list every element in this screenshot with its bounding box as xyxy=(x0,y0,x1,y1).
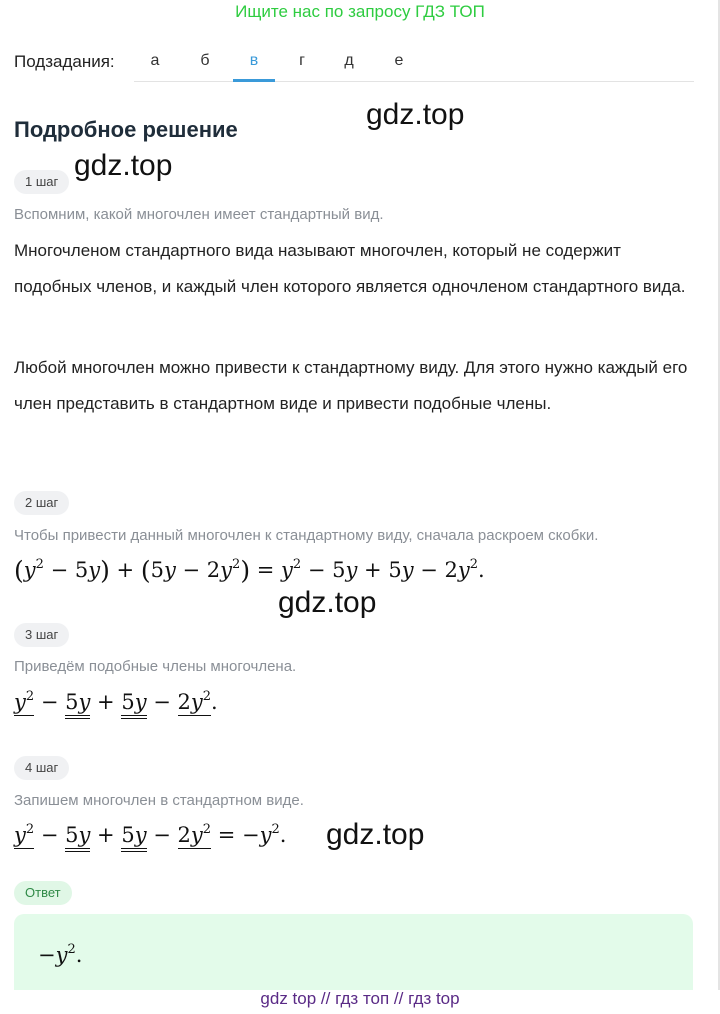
tab-b[interactable]: б xyxy=(200,52,210,69)
tab-e[interactable]: е xyxy=(394,52,404,69)
step-4-formula: $y^2 - 5y + 5y - 2y^2 = -y^2$. xyxy=(14,822,286,847)
step-2-formula: $(y^2 - 5y) + (5y - 2y^2) = y^2 - 5y + 5y - 2y^2$. xyxy=(14,556,485,585)
tab-a[interactable]: а xyxy=(150,52,160,69)
footer-links[interactable]: gdz top // гдз топ // гдз top xyxy=(260,989,460,1008)
step-1-hint: Вспомним, какой многочлен имеет стандартный вид. xyxy=(14,206,384,223)
step-4-badge: 4 шаг xyxy=(14,756,69,780)
watermark: gdz.top xyxy=(326,818,425,851)
search-banner: Ищите нас по запросу ГДЗ ТОП xyxy=(235,2,485,21)
subtasks-bar xyxy=(14,44,694,82)
step-3-hint: Приведём подобные члены многочлена. xyxy=(14,658,297,675)
answer-box xyxy=(14,914,693,990)
tabs-divider xyxy=(134,81,694,82)
tab-v-active[interactable]: в xyxy=(233,44,275,82)
step-4-hint: Запишем многочлен в стандартном виде. xyxy=(14,792,304,809)
step-1-explanation: Любой многочлен можно привести к стандартному виду. Для этого нужно каждый его член представить в стандартном виде и привести подобные члены. xyxy=(14,358,688,413)
solution-heading: Подробное решение xyxy=(14,117,238,142)
step-1-badge: 1 шаг xyxy=(14,170,69,194)
step-1-definition: Многочленом стандартного вида называют многочлен, который не содержит подобных членов, и каждый член которого является одночленом стандартного вида. xyxy=(14,241,686,296)
tab-g[interactable]: г xyxy=(299,52,305,69)
watermark: gdz.top xyxy=(278,586,377,619)
tab-d[interactable]: д xyxy=(344,52,354,69)
step-2-badge: 2 шаг xyxy=(14,491,69,515)
step-3-badge: 3 шаг xyxy=(14,623,69,647)
step-3-formula: $y^2 - 5y + 5y - 2y^2$. xyxy=(14,689,218,714)
step-2-hint: Чтобы привести данный многочлен к стандартному виду, сначала раскроем скобки. xyxy=(14,527,599,544)
watermark: gdz.top xyxy=(366,98,465,131)
subtasks-label: Подзадания: xyxy=(14,52,115,71)
answer-formula: $-y^2$. xyxy=(38,942,83,967)
watermark: gdz.top xyxy=(74,149,173,182)
answer-badge: Ответ xyxy=(14,881,72,905)
